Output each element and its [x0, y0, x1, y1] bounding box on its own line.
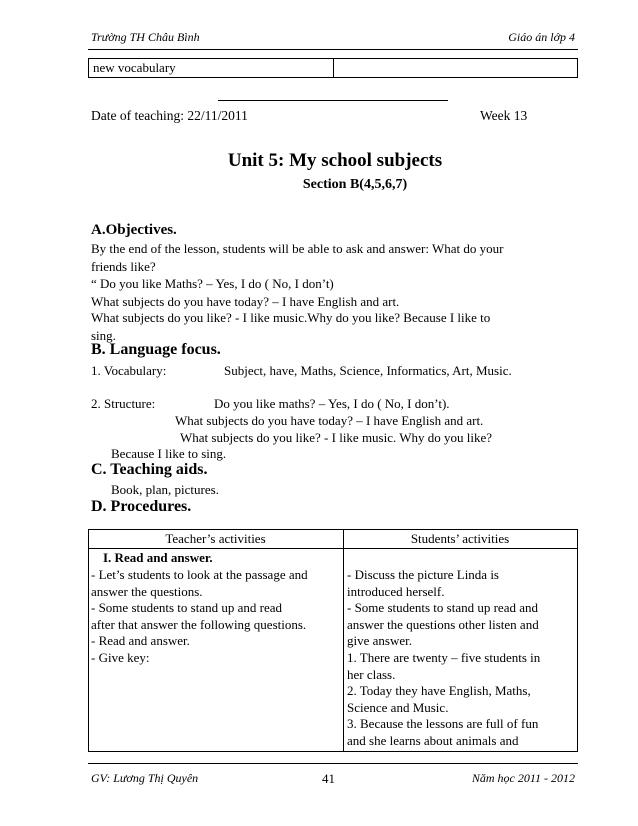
student-line: answer the questions other listen and — [347, 616, 539, 632]
student-line: Science and Music. — [347, 699, 449, 715]
header-grade: Giáo án lớp 4 — [508, 30, 575, 44]
page-number: 41 — [322, 771, 335, 786]
structure-line: Because I like to sing. — [111, 446, 227, 461]
date-of-teaching: Date of teaching: 22/11/2011 — [91, 108, 248, 123]
teaching-aids-heading: C. Teaching aids. — [91, 461, 208, 478]
student-line: 2. Today they have English, Maths, — [347, 683, 531, 699]
objectives-line: sing. — [91, 328, 116, 343]
structure-line: Do you like maths? – Yes, I do ( No, I don’t). — [214, 396, 450, 411]
teaching-aids-text: Book, plan, pictures. — [111, 482, 219, 497]
student-line: her class. — [347, 666, 396, 682]
header-rule — [88, 49, 578, 50]
teacher-line: - Read and answer. — [91, 633, 190, 649]
footer-rule — [88, 763, 578, 764]
objectives-line: What subjects do you have today? – I have English and art. — [91, 294, 400, 309]
student-line: - Some students to stand up read and — [347, 600, 538, 616]
student-activities — [347, 567, 540, 750]
objectives-line: What subjects do you like? - I like music.Why do you like? Because I like to — [91, 310, 491, 325]
teacher-line: after that answer the following questions. — [91, 616, 307, 632]
top-table-cell-1: new vocabulary — [93, 60, 176, 75]
header-school: Trường TH Châu Bình — [91, 30, 200, 44]
student-line: introduced herself. — [347, 583, 445, 599]
footer-teacher: GV: Lương Thị Quyên — [91, 771, 199, 785]
footer-year: Năm học 2011 - 2012 — [471, 771, 575, 785]
teacher-line: - Let’s students to look at the passage and — [91, 567, 308, 582]
language-focus-heading: B. Language focus. — [91, 341, 221, 358]
student-line: give answer. — [347, 633, 412, 649]
procedures-heading: D. Procedures. — [91, 498, 192, 515]
teacher-line: - Give key: — [91, 649, 150, 665]
teacher-line: - Some students to stand up and read — [91, 600, 282, 616]
objectives-line: By the end of the lesson, students will be able to ask and answer: What do your — [91, 241, 504, 256]
vocabulary-text: Subject, have, Maths, Science, Informatics, Art, Music. — [224, 363, 512, 378]
objectives-line: friends like? — [91, 259, 156, 274]
vocabulary-label: 1. Vocabulary: — [91, 363, 167, 378]
separator-rule — [218, 100, 448, 101]
structure-line: What subjects do you like? - I like music. Why do you like? — [180, 430, 493, 445]
structure-line: What subjects do you have today? – I have English and art. — [175, 413, 484, 428]
objectives-heading: A.Objectives. — [91, 222, 177, 238]
step-heading: I. Read and answer. — [103, 550, 213, 565]
objectives-line: “ Do you like Maths? – Yes, I do ( No, I don’t) — [91, 276, 334, 291]
week-label: Week 13 — [480, 108, 528, 123]
teacher-line: answer the questions. — [91, 583, 203, 599]
student-line: - Discuss the picture Linda is — [347, 567, 499, 582]
page-subtitle: Section B(4,5,6,7) — [302, 177, 408, 192]
student-line: 3. Because the lessons are full of fun — [347, 716, 539, 732]
page-title: Unit 5: My school subjects — [227, 150, 443, 171]
column-header-teacher: Teacher’s activities — [165, 531, 266, 546]
student-line: 1. There are twenty – five students in — [347, 649, 541, 665]
teacher-activities — [91, 567, 308, 667]
column-header-students: Students’ activities — [410, 531, 510, 546]
structure-label: 2. Structure: — [91, 396, 156, 411]
student-line: and she learns about animals and — [347, 732, 519, 748]
